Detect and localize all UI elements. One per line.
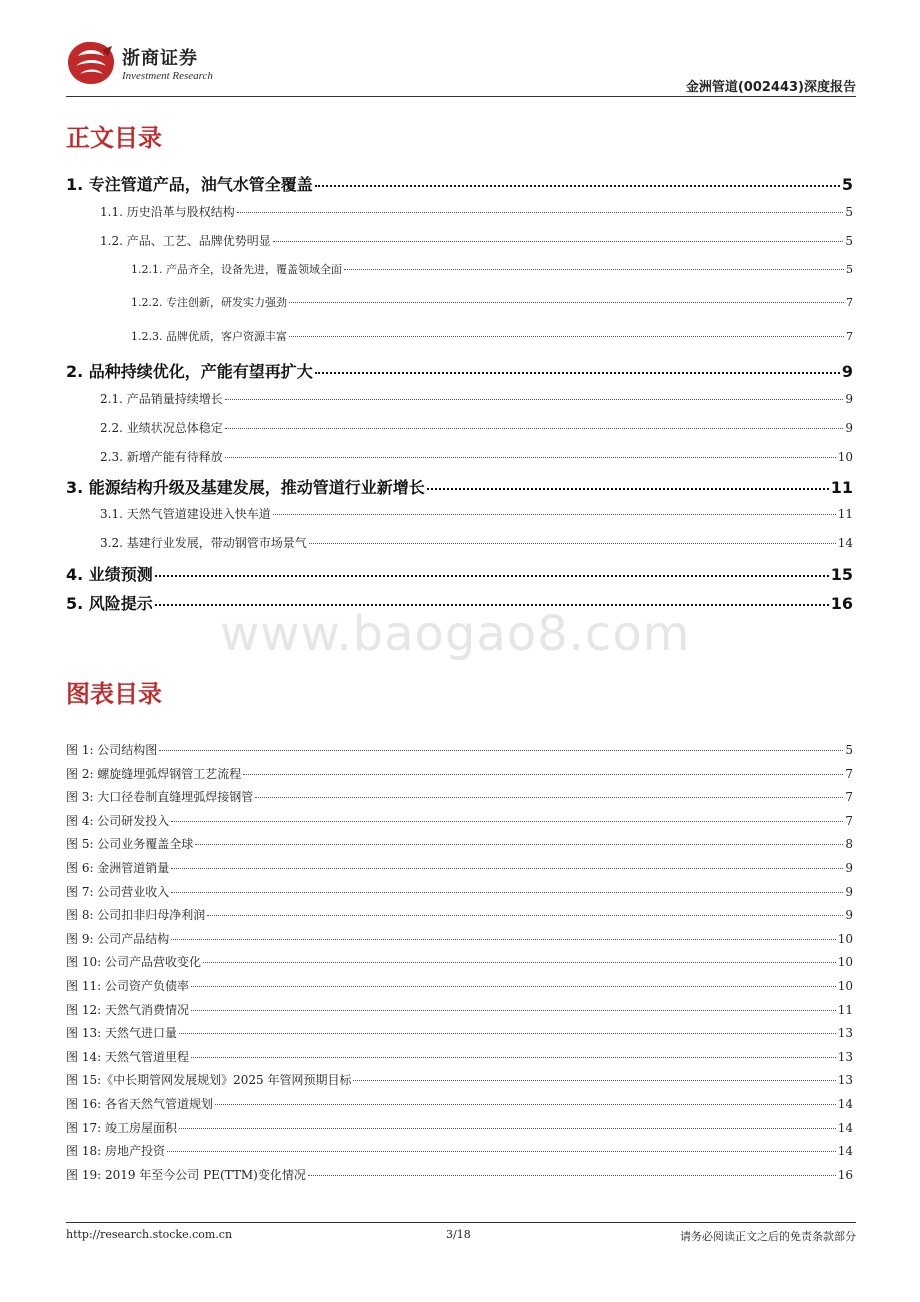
dot-leader xyxy=(191,1010,836,1011)
figure-entry-page: 7 xyxy=(845,790,853,805)
figure-entry[interactable] xyxy=(66,835,853,852)
toc-entry-text: 2.2. 业绩状况总体稳定 xyxy=(100,421,223,435)
figure-entry-text: 图 5: 公司业务覆盖全球 xyxy=(66,837,194,852)
brand-name-cn: 浙商证券 xyxy=(122,48,198,69)
dot-leader xyxy=(273,514,836,515)
toc-entry[interactable] xyxy=(66,172,853,195)
figure-entry[interactable] xyxy=(66,930,853,947)
figure-entry[interactable] xyxy=(66,1095,853,1112)
figure-entry[interactable] xyxy=(66,859,853,876)
figure-entry-text: 图 15:《中长期管网发展规划》2025 年管网预期目标 xyxy=(66,1073,352,1088)
figure-entry-page: 16 xyxy=(837,1167,853,1182)
figure-entry[interactable] xyxy=(66,1024,853,1041)
toc-entry[interactable] xyxy=(100,419,853,436)
toc-entry-text: 2.3. 新增产能有待释放 xyxy=(100,450,223,464)
figure-entry-page: 10 xyxy=(837,979,853,993)
figure-entry-text: 图 6: 金洲管道销量 xyxy=(66,861,170,875)
figure-entry[interactable] xyxy=(66,741,853,758)
dot-leader xyxy=(195,844,843,845)
figure-entry-text: 图 13: 天然气进口量 xyxy=(66,1026,177,1041)
figure-entry-text: 图 14: 天然气管道里程 xyxy=(66,1049,189,1064)
figure-entry-text: 图 3: 大口径卷制直缝埋弧焊接钢管 xyxy=(66,790,254,805)
toc-entry[interactable] xyxy=(131,328,853,344)
figure-entry[interactable] xyxy=(66,1048,853,1065)
figure-entry-page: 14 xyxy=(837,1097,853,1111)
page-number: 3/18 xyxy=(446,1228,471,1241)
toc-entry[interactable] xyxy=(100,390,853,407)
watermark: www.baogao8.com xyxy=(220,606,691,662)
toc-entry-page: 7 xyxy=(846,296,853,309)
figure-entry-text: 图 8: 公司扣非归母净利润 xyxy=(66,908,206,923)
toc-entry-page: 9 xyxy=(845,392,853,406)
dot-leader xyxy=(215,1104,836,1105)
toc-entry-text: 1.2.1. 产品齐全，设备先进，覆盖领域全面 xyxy=(131,263,342,276)
dot-leader xyxy=(273,241,844,242)
brand-logo-icon xyxy=(66,40,116,86)
dot-leader xyxy=(159,750,843,751)
figure-entry-text: 图 7: 公司营业收入 xyxy=(66,884,170,899)
toc-title: 正文目录 xyxy=(66,124,162,152)
figure-entry-text: 图 9: 公司产品结构 xyxy=(66,931,170,946)
figure-entry-text: 图 2: 螺旋缝埋弧焊钢管工艺流程 xyxy=(66,766,242,781)
dot-leader xyxy=(289,336,844,337)
toc-entry-page: 10 xyxy=(837,450,853,464)
toc-entry-text: 2.1. 产品销量持续增长 xyxy=(100,392,223,406)
toc-entry[interactable] xyxy=(100,203,853,220)
dot-leader xyxy=(203,962,836,963)
toc-entry-page: 9 xyxy=(845,421,853,435)
toc-entry[interactable] xyxy=(131,261,853,277)
figure-entry[interactable] xyxy=(66,977,853,994)
dot-leader xyxy=(179,1128,836,1129)
dot-leader xyxy=(344,269,844,270)
dot-leader xyxy=(171,939,835,940)
figure-entry-page: 14 xyxy=(837,1144,853,1159)
toc-entry-text: 1.1. 历史沿革与股权结构 xyxy=(100,205,235,219)
dot-leader xyxy=(243,774,843,775)
toc-entry[interactable] xyxy=(131,294,853,310)
toc-entry-text: 1.2. 产品、工艺、品牌优势明显 xyxy=(100,234,271,248)
figure-entry-text: 图 16: 各省天然气管道规划 xyxy=(66,1097,213,1111)
toc-entry[interactable] xyxy=(66,562,853,585)
toc-entry-text: 4. 业绩预测 xyxy=(66,565,153,584)
dot-leader xyxy=(237,212,844,213)
toc-entry-text: 1. 专注管道产品，油气水管全覆盖 xyxy=(66,175,313,194)
figure-entry-text: 图 17: 竣工房屋面积 xyxy=(66,1120,177,1135)
dot-leader xyxy=(353,1080,835,1081)
dot-leader xyxy=(427,488,829,490)
footer-divider xyxy=(66,1222,856,1223)
dot-leader xyxy=(167,1151,836,1152)
figure-entry-page: 9 xyxy=(845,908,853,923)
dot-leader xyxy=(171,868,843,869)
toc-entry-text: 1.2.3. 品牌优质，客户资源丰富 xyxy=(131,330,287,343)
toc-entry[interactable] xyxy=(66,359,853,382)
toc-entry-page: 16 xyxy=(830,594,853,613)
toc-entry-page: 9 xyxy=(841,362,853,381)
dot-leader xyxy=(308,1175,836,1176)
toc-entry-page: 11 xyxy=(837,507,853,521)
figure-entry-text: 图 4: 公司研发投入 xyxy=(66,813,170,828)
figure-entry[interactable] xyxy=(66,1071,853,1088)
dot-leader xyxy=(309,543,836,544)
toc-entry-text: 1.2.2. 专注创新，研发实力强劲 xyxy=(131,296,287,309)
dot-leader xyxy=(225,428,844,429)
toc-entry-page: 14 xyxy=(837,536,853,550)
figure-entry-text: 图 12: 天然气消费情况 xyxy=(66,1002,189,1017)
figure-entry[interactable] xyxy=(66,765,853,782)
figure-entry-page: 11 xyxy=(837,1002,853,1017)
figure-entry-page: 7 xyxy=(845,766,853,781)
toc-entry[interactable] xyxy=(66,475,853,498)
brand-name-en: Investment Research xyxy=(122,70,213,82)
figure-entry-page: 13 xyxy=(837,1073,853,1088)
report-title: 金洲管道(002443)深度报告 xyxy=(685,80,856,95)
figure-entry-text: 图 10: 公司产品营收变化 xyxy=(66,955,201,970)
header-divider xyxy=(66,96,856,97)
dot-leader xyxy=(289,302,844,303)
figure-entry[interactable] xyxy=(66,788,853,805)
dot-leader xyxy=(207,915,843,916)
figure-entry[interactable] xyxy=(66,1119,853,1136)
figure-entry-page: 13 xyxy=(837,1049,853,1064)
toc-entry-page: 11 xyxy=(830,478,853,497)
dot-leader xyxy=(171,892,843,893)
figure-list-title: 图表目录 xyxy=(66,680,162,708)
dot-leader xyxy=(255,797,843,798)
figure-entry-page: 14 xyxy=(837,1120,853,1135)
page-header xyxy=(66,38,856,96)
toc-entry-text: 2. 品种持续优化，产能有望再扩大 xyxy=(66,362,313,381)
dot-leader xyxy=(225,399,844,400)
figure-entry-page: 13 xyxy=(837,1026,853,1041)
toc-entry-page: 5 xyxy=(841,175,853,194)
toc-entry[interactable] xyxy=(100,505,853,522)
dot-leader xyxy=(225,457,836,458)
figure-entry[interactable] xyxy=(66,812,853,829)
figure-entry[interactable] xyxy=(66,906,853,923)
figure-entry-page: 5 xyxy=(845,743,853,757)
toc-entry[interactable] xyxy=(100,534,853,551)
figure-entry-page: 9 xyxy=(845,884,853,899)
dot-leader xyxy=(315,185,840,187)
toc-entry-text: 5. 风险提示 xyxy=(66,594,153,613)
figure-entry-page: 9 xyxy=(845,861,853,875)
toc-entry-text: 3.2. 基建行业发展，带动钢管市场景气 xyxy=(100,536,307,550)
figure-entry[interactable] xyxy=(66,1166,853,1183)
toc-entry[interactable] xyxy=(100,448,853,465)
figure-entry-text: 图 18: 房地产投资 xyxy=(66,1144,165,1159)
toc-entry[interactable] xyxy=(100,232,853,249)
dot-leader xyxy=(171,821,843,822)
footer-url[interactable]: http://research.stocke.com.cn xyxy=(66,1228,233,1241)
figure-entry-page: 7 xyxy=(845,813,853,828)
figure-entry-text: 图 11: 公司资产负债率 xyxy=(66,979,189,993)
figure-entry-page: 8 xyxy=(845,837,853,852)
figure-entry-text: 图 19: 2019 年至今公司 PE(TTM)变化情况 xyxy=(66,1167,306,1182)
figure-entry[interactable] xyxy=(66,1142,853,1159)
footer-disclaimer: 请务必阅读正文之后的免责条款部分 xyxy=(680,1230,856,1243)
toc-entry-page: 7 xyxy=(846,330,853,343)
figure-entry[interactable] xyxy=(66,953,853,970)
toc-entry-text: 3.1. 天然气管道建设进入快车道 xyxy=(100,507,271,521)
dot-leader xyxy=(179,1033,836,1034)
figure-entry[interactable] xyxy=(66,883,853,900)
figure-entry-text: 图 1: 公司结构图 xyxy=(66,743,158,757)
dot-leader xyxy=(155,575,829,577)
dot-leader xyxy=(315,372,840,374)
figure-entry[interactable] xyxy=(66,1001,853,1018)
figure-entry-page: 10 xyxy=(837,931,853,946)
dot-leader xyxy=(191,1057,836,1058)
dot-leader xyxy=(191,986,836,987)
figure-entry-page: 10 xyxy=(837,955,853,970)
brand-logo xyxy=(66,38,213,88)
toc-entry-page: 5 xyxy=(845,205,853,219)
toc-entry-page: 5 xyxy=(845,234,853,248)
toc-entry-page: 5 xyxy=(846,263,853,276)
toc-entry-text: 3. 能源结构升级及基建发展，推动管道行业新增长 xyxy=(66,478,425,497)
toc-entry-page: 15 xyxy=(830,565,853,584)
